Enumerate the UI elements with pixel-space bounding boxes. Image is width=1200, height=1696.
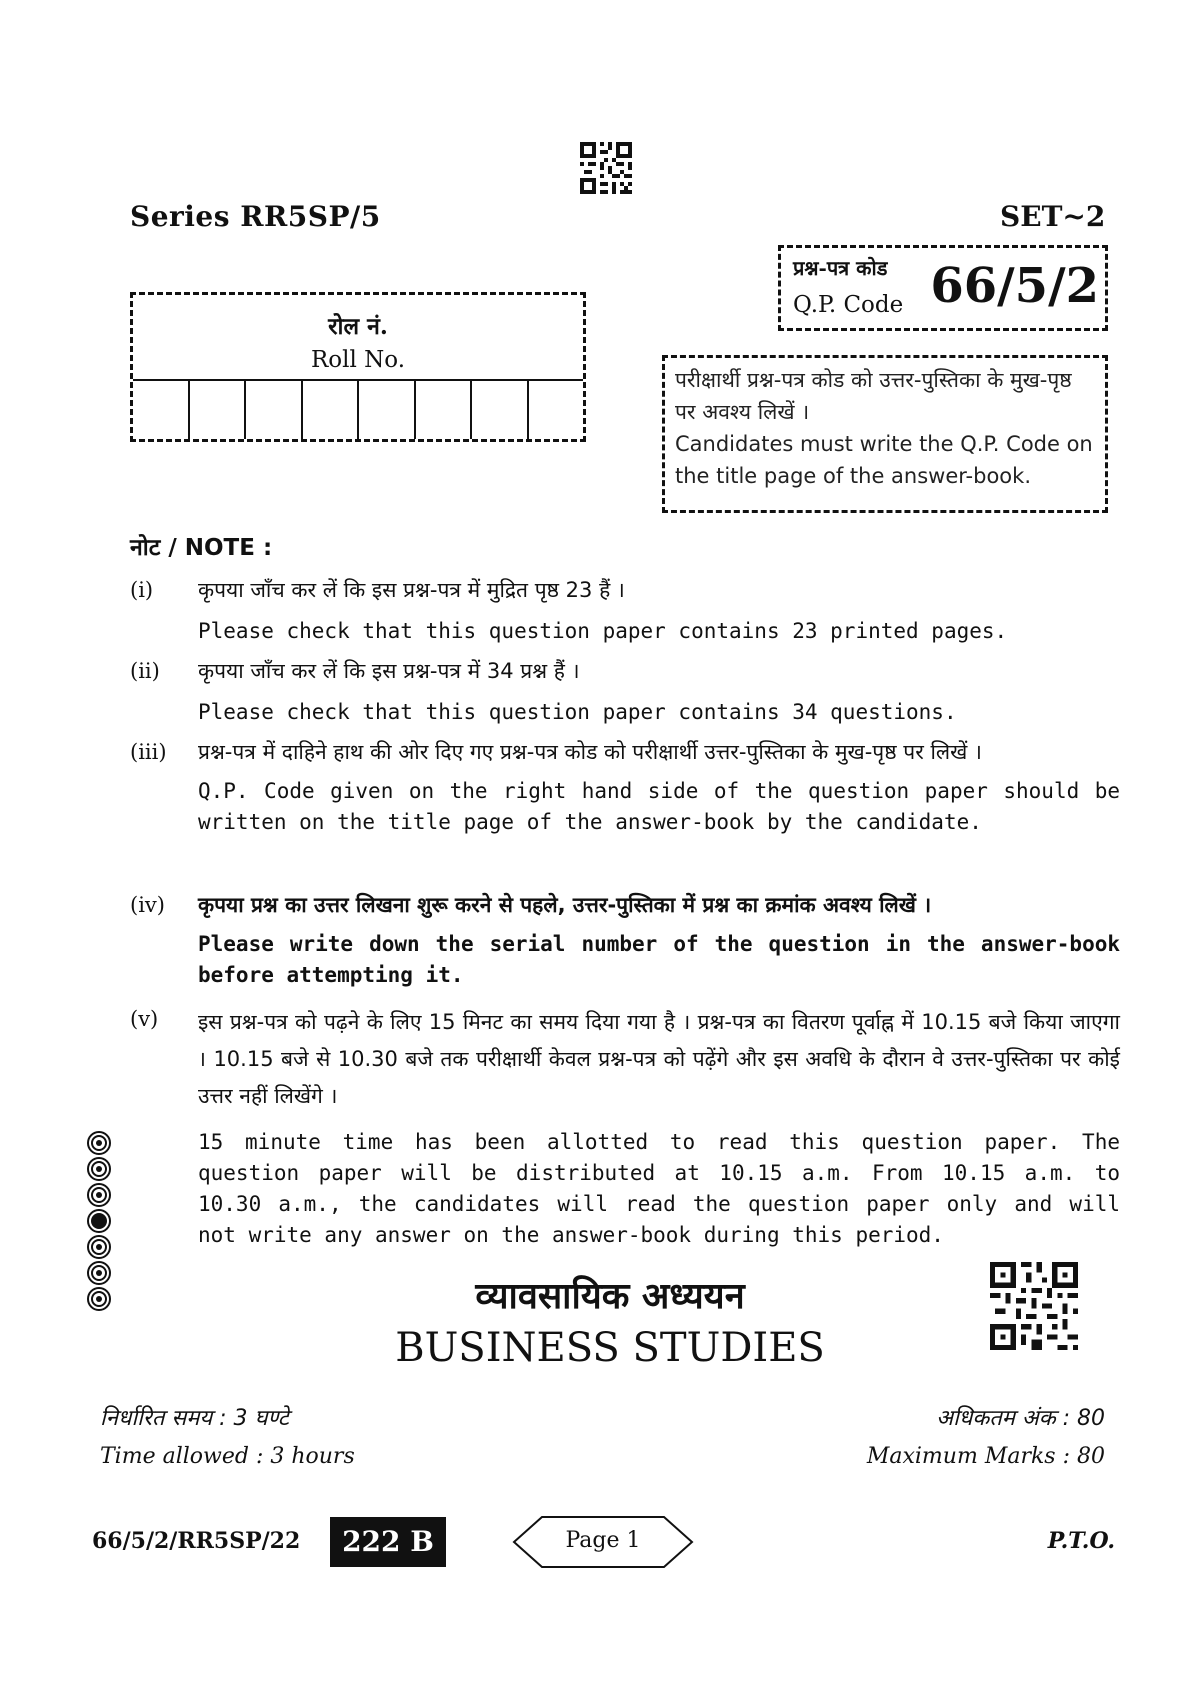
roll-cell[interactable]: [246, 381, 303, 439]
note-item-hindi: कृपया जाँच कर लें कि इस प्रश्न-पत्र में 34 प्रश्न हैं ।: [198, 659, 580, 683]
registration-mark-icon: [86, 1156, 112, 1182]
note-item-number: (ii): [130, 659, 160, 683]
roll-cell[interactable]: [472, 381, 529, 439]
roll-number-cells: [133, 379, 583, 439]
roll-cell[interactable]: [359, 381, 416, 439]
instruction-hindi: परीक्षार्थी प्रश्न-पत्र कोड को उत्तर-पुस्तिका के मुख-पृष्ठ पर अवश्य लिखें ।: [675, 368, 1072, 424]
roll-cell[interactable]: [416, 381, 473, 439]
note-item-number: (iv): [130, 893, 165, 917]
pto-label: P.T.O.: [1047, 1528, 1115, 1554]
roll-cell[interactable]: [190, 381, 247, 439]
registration-mark-icon: [86, 1130, 112, 1156]
note-item-english: Please write down the serial number of the question in the answer-book before attempting it.: [198, 932, 1120, 987]
qp-code-value: 66/5/2: [930, 258, 1099, 314]
qp-code-hindi-label: प्रश्न-पत्र कोड: [793, 256, 888, 280]
time-allowed-hindi: निर्धारित समय : 3 घण्टे: [100, 1406, 289, 1431]
roll-number-label: Roll No.: [310, 347, 406, 373]
roll-cell[interactable]: [303, 381, 360, 439]
subject-title-hindi: व्यावसायिक अध्ययन: [475, 1276, 745, 1317]
qr-code-top: [580, 142, 632, 194]
roll-cell[interactable]: [529, 381, 584, 439]
qr-code-right: [990, 1262, 1078, 1350]
registration-mark-filled-icon: [86, 1208, 112, 1234]
registration-mark-icon: [86, 1182, 112, 1208]
note-item-english: Q.P. Code given on the right hand side of the question paper should be written on the title page of the answer-book by the candidate.: [198, 779, 1120, 834]
set-label: SET~2: [1000, 200, 1106, 233]
note-item-english: 15 minute time has been allotted to read this question paper. The question paper will be distributed at 10.15 a.m. From 10.15 a.m. to 10.30 a.m., the candidates will read the question paper only and will not write any answer on the answer-book during this period.: [198, 1130, 1120, 1247]
footer-paper-code: 66/5/2/RR5SP/22: [92, 1528, 301, 1554]
note-item: [130, 575, 1120, 647]
note-item-hindi: इस प्रश्न-पत्र को पढ़ने के लिए 15 मिनट का समय दिया गया है । प्रश्न-पत्र का वितरण पूर्वाह्न में 10.15 बजे किया जाएगा । 10.15 बजे से 10.30 बजे तक परीक्षार्थी केवल प्रश्न-पत्र को पढ़ेंगे और इस अवधि के दौरान वे उत्तर-पुस्तिका पर कोई उत्तर नहीं लिखेंगे ।: [198, 1010, 1120, 1108]
note-item: [130, 737, 1120, 838]
qp-code-box: [778, 245, 1108, 331]
note-item-number: (iii): [130, 740, 167, 764]
qp-code-label: Q.P. Code: [793, 292, 904, 318]
note-heading: नोट / NOTE :: [130, 535, 273, 561]
note-item-english: Please check that this question paper contains 23 printed pages.: [198, 619, 1008, 643]
subject-title: BUSINESS STUDIES: [395, 1325, 825, 1371]
roll-cell[interactable]: [133, 381, 190, 439]
maximum-marks: Maximum Marks : 80: [866, 1444, 1105, 1469]
note-item-number: (v): [130, 1007, 159, 1031]
note-item: [130, 1004, 1120, 1251]
roll-number-box: [130, 292, 586, 442]
instruction-english: Candidates must write the Q.P. Code on the title page of the answer-book.: [675, 432, 1093, 488]
maximum-marks-hindi: अधिकतम अंक : 80: [936, 1406, 1105, 1431]
note-item-hindi: कृपया जाँच कर लें कि इस प्रश्न-पत्र में मुद्रित पृष्ठ 23 हैं ।: [198, 578, 625, 602]
qp-code-instruction-box: [662, 355, 1108, 513]
note-item: [130, 656, 1120, 728]
note-item-hindi: प्रश्न-पत्र में दाहिने हाथ की ओर दिए गए प्रश्न-पत्र कोड को परीक्षार्थी उत्तर-पुस्तिका के मुख-पृष्ठ पर लिखें ।: [198, 740, 982, 764]
note-item-hindi: कृपया प्रश्न का उत्तर लिखना शुरू करने से पहले, उत्तर-पुस्तिका में प्रश्न का क्रमांक अवश्य लिखें ।: [198, 893, 932, 917]
note-item-number: (i): [130, 578, 154, 602]
series-label: Series RR5SP/5: [130, 200, 381, 233]
roll-number-hindi-label: रोल नं.: [328, 313, 388, 340]
footer-badge: 222 B: [330, 1517, 446, 1567]
note-item-english: Please check that this question paper contains 34 questions.: [198, 700, 957, 724]
page-number: Page 1: [565, 1528, 641, 1553]
note-item: [130, 890, 1120, 991]
registration-mark-icon: [86, 1234, 112, 1260]
time-allowed: Time allowed : 3 hours: [100, 1444, 355, 1469]
